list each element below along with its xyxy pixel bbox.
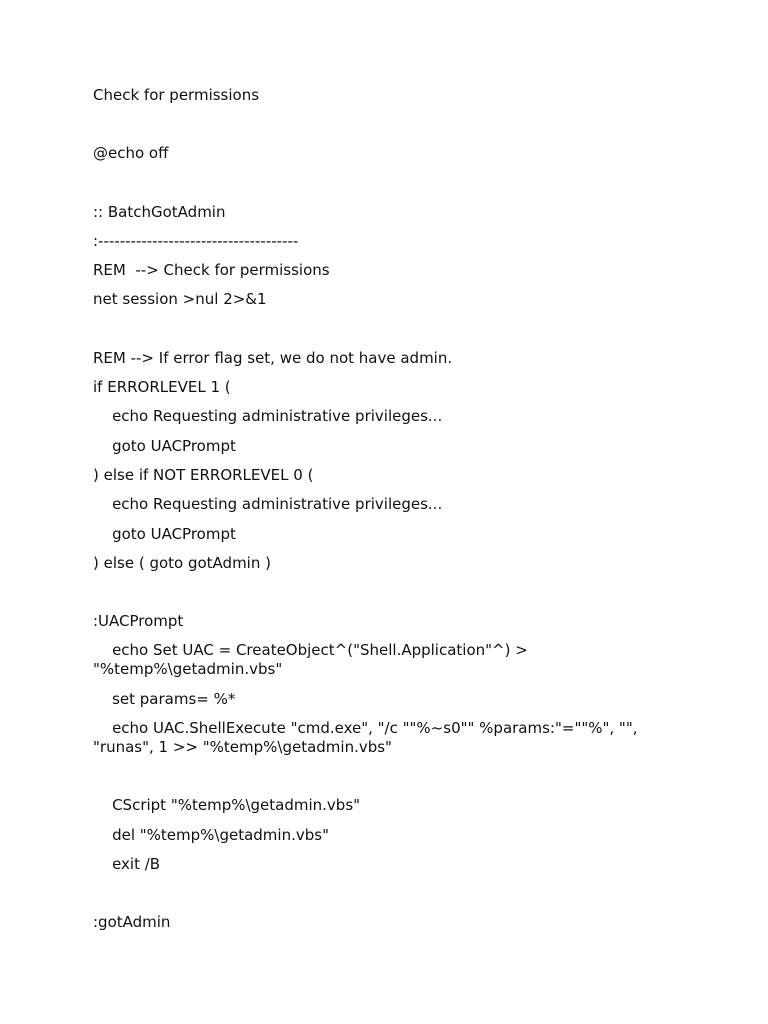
code-line: del "%temp%\getadmin.vbs"	[93, 825, 329, 844]
code-line: @echo off	[93, 144, 169, 163]
code-line: echo Requesting administrative privileges...	[93, 407, 443, 426]
code-line: echo Requesting administrative privileges...	[93, 495, 443, 514]
code-line: CScript "%temp%\getadmin.vbs"	[93, 796, 361, 815]
code-line: goto UACPrompt	[93, 436, 236, 455]
document-page	[93, 86, 678, 943]
code-line: :UACPrompt	[93, 612, 184, 631]
code-line: exit /B	[93, 854, 161, 873]
code-line: echo Set UAC = CreateObject^("Shell.Application"^) > "%temp%\getadmin.vbs"	[93, 641, 533, 679]
code-line: set params= %*	[93, 689, 236, 708]
code-line: :-------------------------------------	[93, 231, 299, 250]
code-line: goto UACPrompt	[93, 524, 236, 543]
code-line: ) else if NOT ERRORLEVEL 0 (	[93, 465, 314, 484]
code-line: net session >nul 2>&1	[93, 290, 267, 309]
code-line: REM --> If error flag set, we do not have admin.	[93, 348, 453, 367]
code-line: REM --> Check for permissions	[93, 261, 330, 280]
code-line: :gotAdmin	[93, 913, 171, 932]
code-line: :: BatchGotAdmin	[93, 202, 226, 221]
code-line: if ERRORLEVEL 1 (	[93, 378, 231, 397]
heading-line: Check for permissions	[93, 86, 260, 104]
code-line: ) else ( goto gotAdmin )	[93, 553, 271, 572]
code-line: echo UAC.ShellExecute "cmd.exe", "/c ""%~s0"" %params:"=""%", "", "runas", 1 >> "%temp%\getadmin.vbs"	[93, 719, 643, 757]
